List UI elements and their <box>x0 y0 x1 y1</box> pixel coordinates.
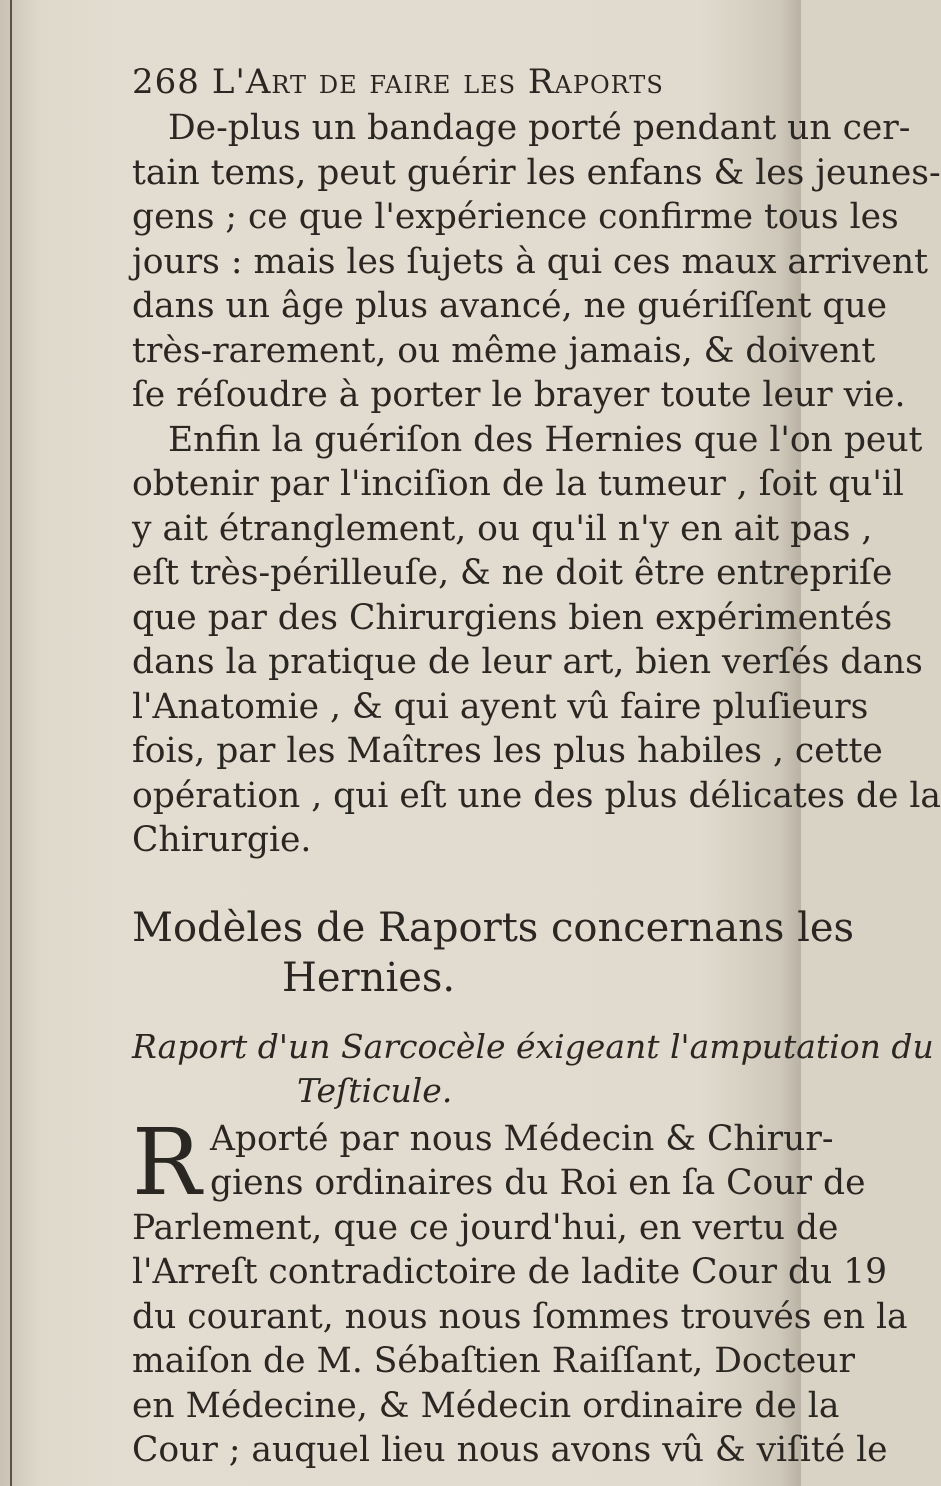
subsection-title-line: Teſticule. <box>297 1070 453 1110</box>
text-line: du courant, nous nous ſommes trouvés en la <box>132 1296 908 1337</box>
section-heading <box>132 903 855 1003</box>
text-line: ſe réſoudre à porter le brayer toute leur vie. <box>132 375 906 415</box>
binding-edge <box>10 0 12 1486</box>
paragraph-2 <box>132 418 941 863</box>
running-header <box>132 60 800 104</box>
report-body <box>132 1206 908 1473</box>
text-line: maiſon de M. Sébaſtien Raiſſant, Docteur <box>132 1341 855 1381</box>
running-title: L'Art de faire les Raports <box>211 62 664 102</box>
page-text <box>132 60 941 1473</box>
section-title-line: Modèles de Raports concernans les <box>132 904 855 951</box>
text-line: giens ordinaires du Roi en ſa Cour de <box>210 1163 866 1203</box>
text-line: jours : mais les ſujets à qui ces maux arrivent <box>132 241 928 282</box>
subsection-heading <box>132 1025 934 1113</box>
text-line: obtenir par l'inciſion de la tumeur , ſoit qu'il <box>132 464 904 504</box>
subsection-title-line: Raport d'un Sarcocèle éxigeant l'amputation du <box>132 1026 934 1066</box>
text-line: dans la pratique de leur art, bien verſés dans <box>132 642 923 682</box>
text-line: fois, par les Maîtres les plus habiles , cette <box>132 731 883 771</box>
section-spacer <box>132 863 800 903</box>
text-line: y ait étranglement, ou qu'il n'y en ait pas , <box>132 508 873 549</box>
text-line: que par des Chirurgiens bien expérimentés <box>132 597 893 638</box>
section-title-line: Hernies. <box>282 954 456 1001</box>
paragraph-1 <box>132 106 941 418</box>
text-line: Parlement, que ce jourd'hui, en vertu de <box>132 1207 839 1248</box>
text-line: Enfin la guériſon des Hernies que l'on peut <box>168 419 923 460</box>
text-line: l'Anatomie , & qui ayent vû faire pluſieurs <box>132 686 869 727</box>
text-line: en Médecine, & Médecin ordinaire de la <box>132 1385 840 1426</box>
text-line: Chirurgie. <box>132 820 312 860</box>
page-number: 268 <box>132 62 200 102</box>
text-line: l'Arreſt contradictoire de ladite Cour du 19 <box>132 1252 888 1292</box>
text-line: tain tems, peut guérir les enfans & les jeunes- <box>132 152 941 193</box>
text-line: gens ; ce que l'expérience confirme tous les <box>132 197 899 237</box>
text-line: Aporté par nous Médecin & Chirur- <box>210 1118 834 1159</box>
drop-cap: R <box>132 1108 202 1216</box>
text-line: dans un âge plus avancé, ne guériſſent que <box>132 286 888 326</box>
text-line: très-rarement, ou même jamais, & doivent <box>132 330 876 371</box>
section-spacer <box>132 1003 800 1025</box>
report-opening <box>132 1108 866 1216</box>
text-line: Cour ; auquel lieu nous avons vû & viſité le <box>132 1430 888 1470</box>
text-line: opération , qui eſt une des plus délicates de la <box>132 775 941 816</box>
text-line: De-plus un bandage porté pendant un cer- <box>168 108 911 148</box>
text-line: eſt très-périlleuſe, & ne doit être entrepriſe <box>132 553 893 593</box>
